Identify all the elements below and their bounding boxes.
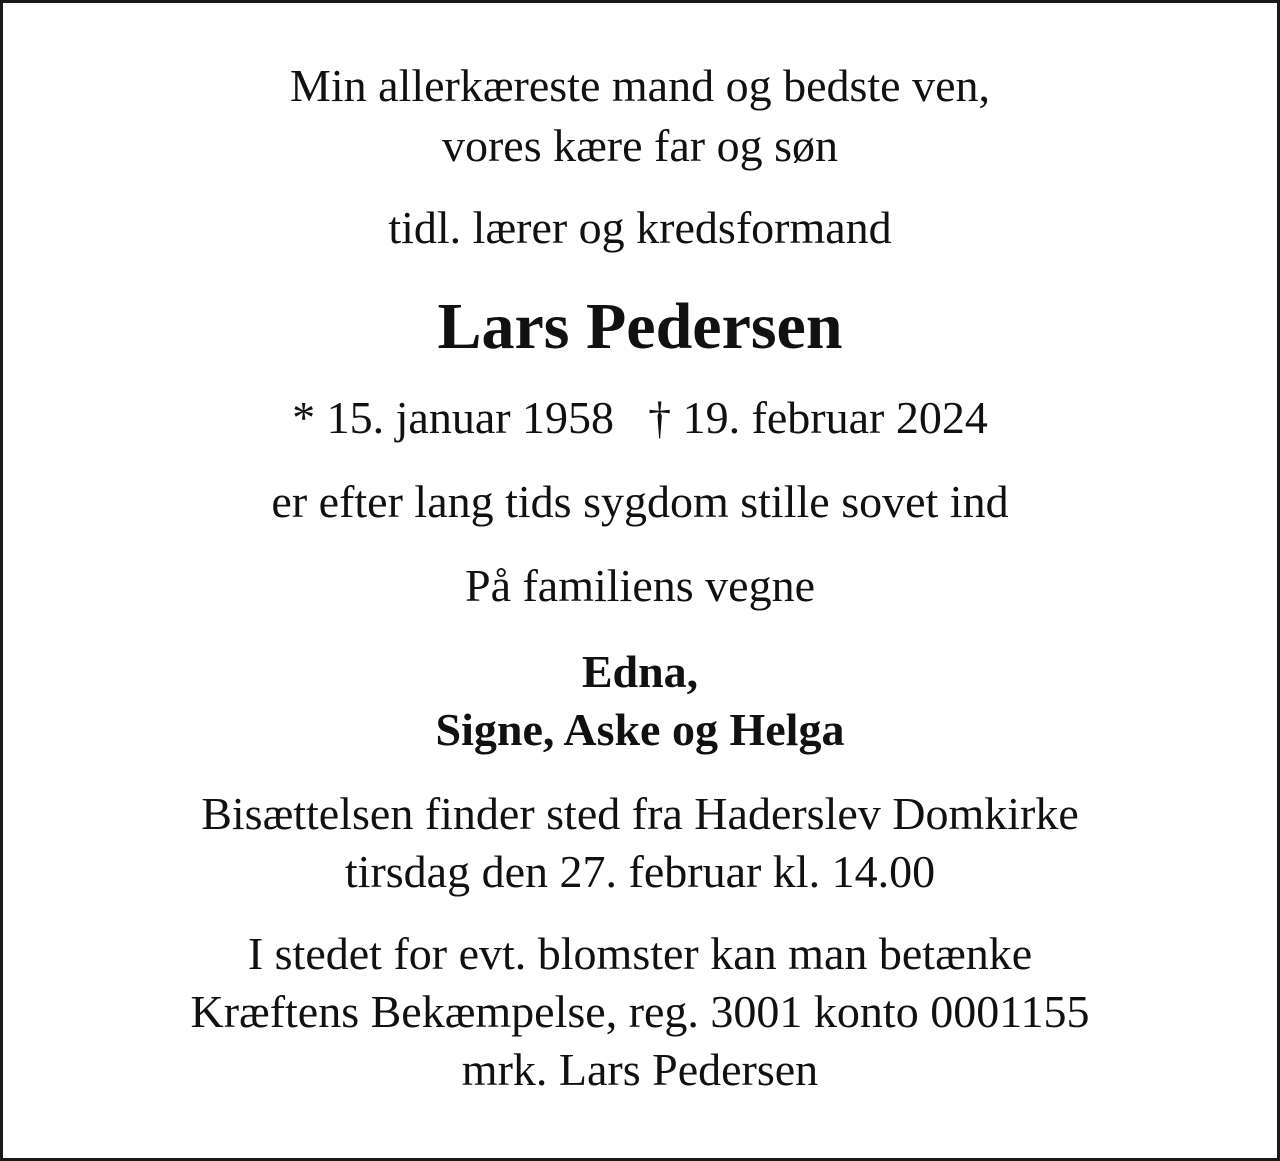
- deceased-name: Lars Pedersen: [437, 290, 843, 363]
- family-line-1: Edna,: [581, 646, 699, 697]
- funeral-line-2: tirsdag den 27. februar kl. 14.00: [344, 846, 936, 897]
- donation-line-2: Kræftens Bekæmpelse, reg. 3001 konto 0001155: [190, 986, 1090, 1037]
- passing-message: er efter lang tids sygdom stille sovet ind: [271, 476, 1009, 527]
- intro-line-2: vores kære far og søn: [441, 120, 838, 171]
- on-behalf-line: På familiens vegne: [464, 560, 815, 611]
- death-date: 19. februar 2024: [682, 392, 988, 443]
- donation-line-3: mrk. Lars Pedersen: [461, 1044, 819, 1095]
- life-dates: [3, 389, 1277, 447]
- donation-line-1: I stedet for evt. blomster kan man betænke: [247, 928, 1033, 979]
- funeral-line-1: Bisættelsen finder sted fra Haderslev Domkirke: [201, 788, 1079, 839]
- intro-line-1: Min allerkæreste mand og bedste ven,: [289, 60, 991, 111]
- death-cross-symbol: †: [648, 392, 672, 443]
- family-line-2: Signe, Aske og Helga: [435, 704, 845, 755]
- birth-date: 15. januar 1958: [326, 392, 615, 443]
- deceased-title: tidl. lærer og kredsformand: [388, 202, 892, 253]
- birth-symbol: *: [292, 392, 316, 443]
